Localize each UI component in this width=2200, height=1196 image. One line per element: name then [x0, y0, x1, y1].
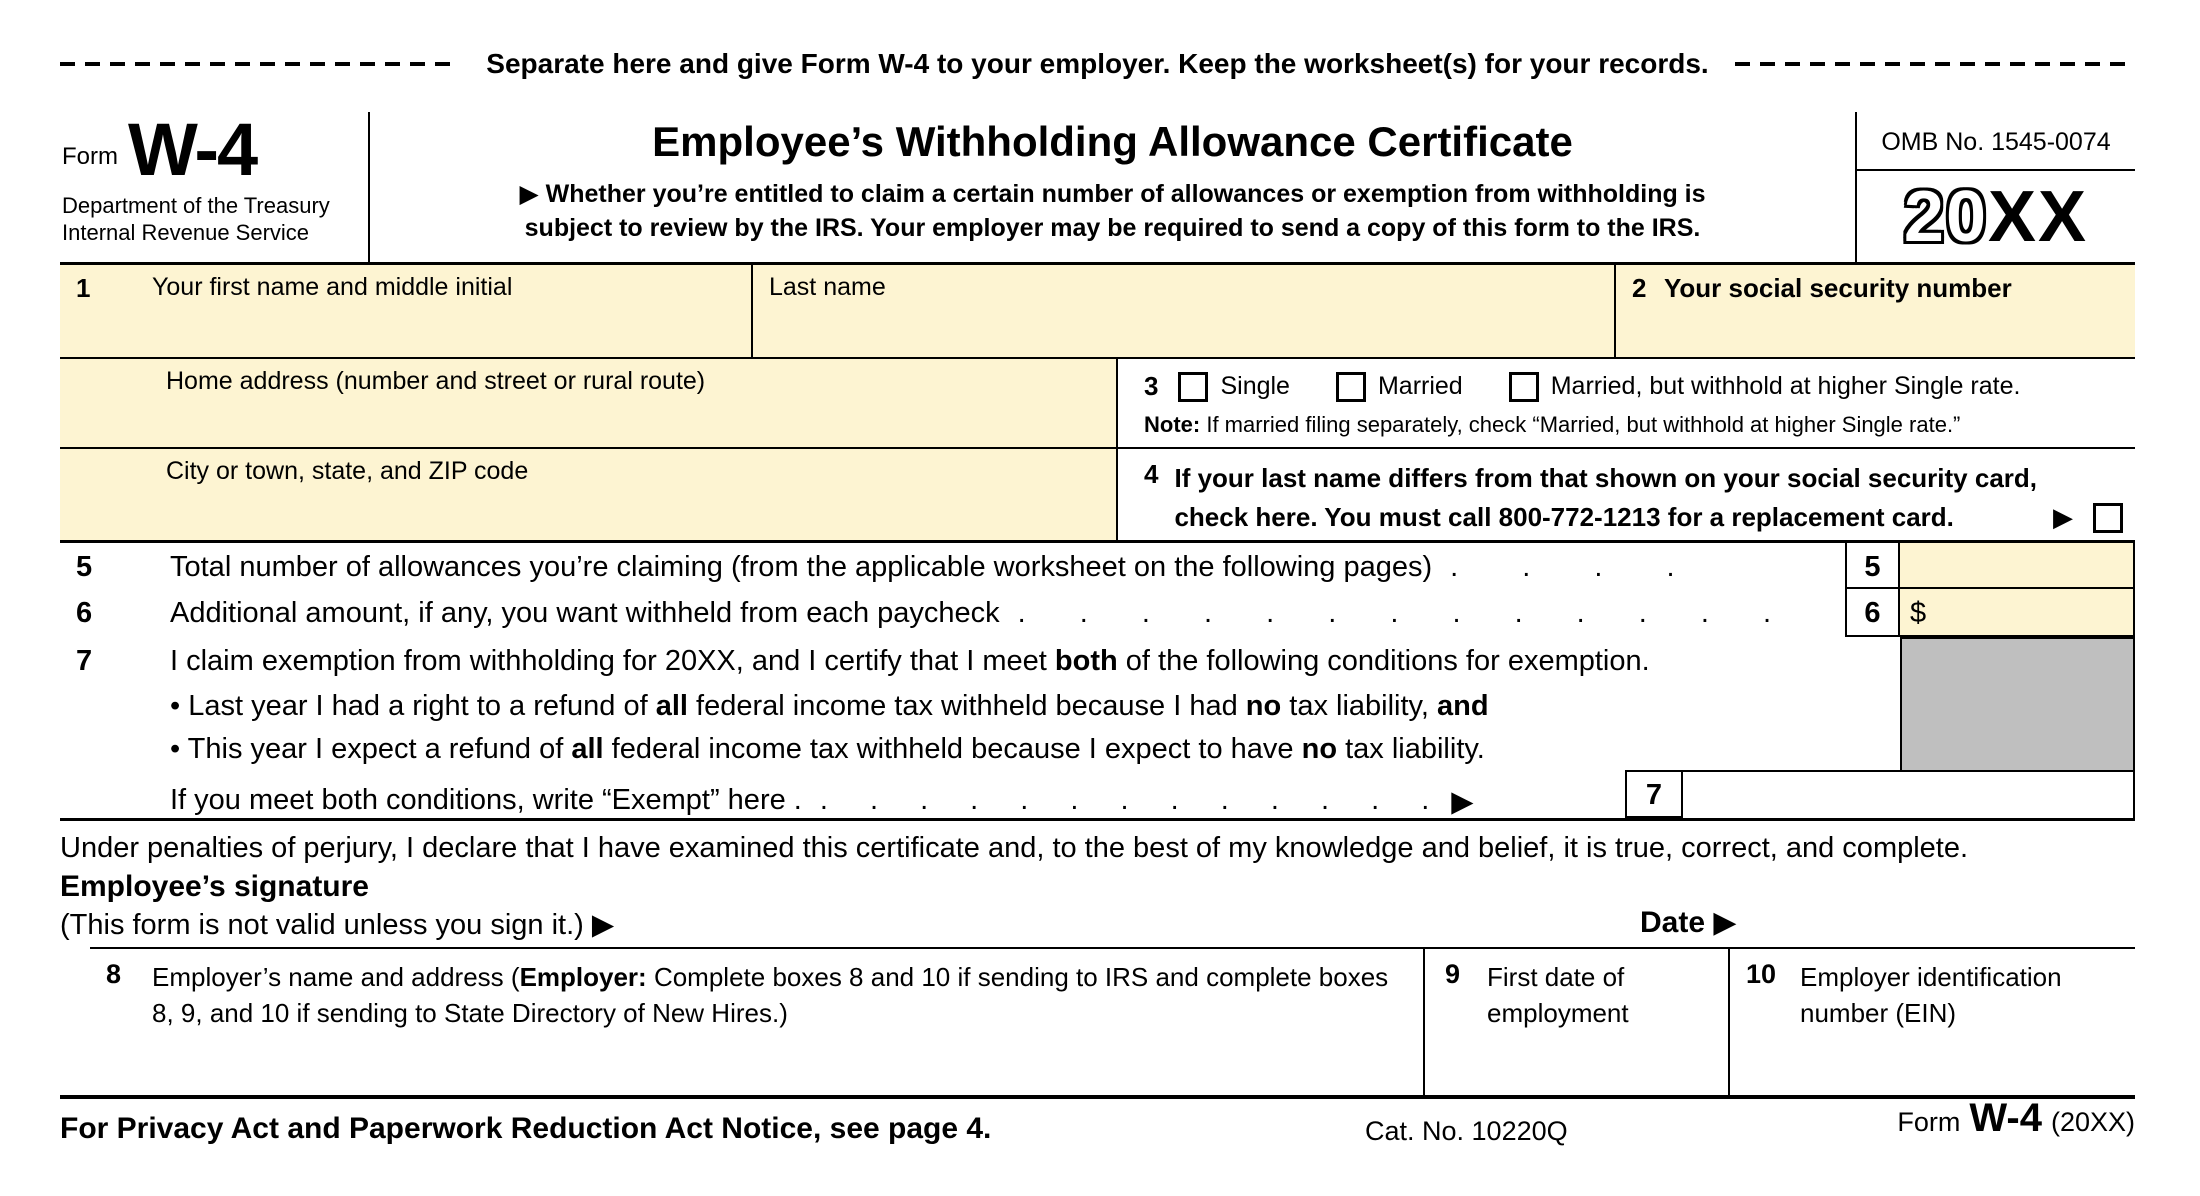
married-checkbox[interactable] — [1336, 372, 1366, 402]
line5-row — [60, 543, 2135, 589]
signature-validity-note: (This form is not valid unless you sign it.) — [60, 909, 592, 941]
line2-number: 2 — [1632, 273, 1647, 303]
filing-status-options — [1144, 371, 2135, 402]
dollar-sign: $ — [1910, 597, 1927, 629]
shaded-no-entry-area — [1900, 637, 2135, 772]
agency-block — [62, 193, 368, 247]
line10-number: 10 — [1746, 959, 1777, 989]
line5-allowances-field[interactable] — [1900, 543, 2135, 589]
city-label: City or town, state, and ZIP code — [166, 457, 529, 485]
line7-exempt-row — [60, 778, 1625, 819]
date-area[interactable] — [1640, 905, 1736, 940]
line10-label: Employer identification number (EIN) — [1800, 962, 2062, 1029]
omb-year-block — [1855, 112, 2135, 262]
line4-text-line1: If your last name differs from that shown on your social security card, — [1174, 463, 2038, 493]
omb-number: OMB No. 1545-0074 — [1857, 112, 2135, 171]
dashed-cut-line-left — [60, 62, 460, 66]
section-divider-line — [60, 818, 2135, 821]
exempt-text: If you meet both conditions, write “Exempt” here . — [170, 784, 802, 816]
line6-box-label: 6 — [1845, 589, 1900, 637]
line5-box-label: 5 — [1845, 543, 1900, 589]
line3-number: 3 — [1144, 371, 1159, 401]
bottom-rule-line — [60, 1095, 2135, 1099]
line6-dot-leader: . . . . . . . . . . . . . — [1017, 597, 1772, 629]
employee-signature-label: Employee’s signature — [60, 870, 369, 903]
single-label: Single — [1220, 372, 1290, 400]
subtitle-line2: subject to review by the IRS. Your employer may be required to send a copy of this form to the IRS. — [524, 213, 1701, 242]
ein-field[interactable] — [1730, 949, 2135, 1095]
agency-line1: Department of the Treasury — [62, 192, 330, 218]
employer-name-address-field[interactable] — [90, 949, 1425, 1095]
line5-text-zone — [170, 543, 1845, 589]
dashed-cut-line-right — [1735, 62, 2135, 66]
line6-amount-field[interactable] — [1900, 589, 2135, 637]
line5-text: Total number of allowances you’re claiming (from the applicable worksheet on the following pages) — [170, 551, 1433, 583]
line7-box-label: 7 — [1625, 770, 1683, 818]
catalog-number: Cat. No. 10220Q — [1365, 1116, 1568, 1146]
line7-intro-text: I claim exemption from withholding for 20XX, and I certify that I meet both of the following conditions for exemption. — [170, 645, 1650, 677]
form-title-block — [370, 112, 1855, 262]
form-identity-block — [60, 108, 370, 262]
line6-number: 6 — [76, 597, 93, 629]
year-outline: 20 — [1903, 176, 1989, 257]
first-name-label: Your first name and middle initial — [152, 273, 513, 301]
first-date-employment-field[interactable] — [1425, 949, 1730, 1095]
right-arrow-icon: ▶ — [1713, 906, 1737, 939]
privacy-act-notice: For Privacy Act and Paperwork Reduction Act Notice, see page 4. — [60, 1112, 992, 1145]
cut-line-row — [60, 48, 2135, 80]
ssn-label: Your social security number — [1664, 273, 2012, 303]
line5-number: 5 — [76, 551, 93, 583]
home-address-label: Home address (number and street or rural route) — [166, 367, 706, 395]
note-word: Note: — [1144, 412, 1201, 437]
line9-label: First date of employment — [1487, 962, 1629, 1029]
first-name-field[interactable] — [60, 265, 753, 357]
footer-form-year: (20XX) — [2050, 1107, 2135, 1137]
city-line4-row — [60, 449, 2135, 543]
year-bold: XX — [1988, 176, 2089, 257]
line7-intro-row — [60, 645, 1900, 678]
home-address-field[interactable] — [60, 359, 1118, 447]
page-title: Employee’s Withholding Allowance Certificate — [652, 118, 1573, 165]
line8-number: 8 — [106, 959, 122, 989]
footer-form-word: Form — [1897, 1107, 1961, 1137]
exempt-dot-leader: . . . . . . . . . . . . . — [819, 784, 1430, 816]
single-checkbox[interactable] — [1178, 372, 1208, 402]
line9-number: 9 — [1445, 959, 1461, 989]
footer-form-id — [1897, 1096, 2135, 1141]
form-header — [60, 108, 2135, 265]
perjury-statement: Under penalties of perjury, I declare that I have examined this certificate and, to the best of my knowledge and belief, it is true, correct, and complete. — [60, 832, 1969, 864]
separate-instruction: Separate here and give Form W-4 to your employer. Keep the worksheet(s) for your records. — [486, 48, 1709, 79]
employee-signature-area[interactable] — [60, 907, 614, 942]
form-number: W-4 — [128, 108, 257, 191]
note-text: If married filing separately, check “Married, but withhold at higher Single rate.” — [1200, 412, 1961, 437]
last-name-label: Last name — [769, 273, 886, 301]
filing-status-area — [1118, 359, 2135, 447]
right-arrow-icon: ▶ — [1451, 786, 1474, 818]
line6-row — [60, 589, 2135, 637]
form-number-row — [62, 108, 368, 191]
married-higher-rate-checkbox[interactable] — [1509, 372, 1539, 402]
married-label: Married — [1377, 372, 1463, 400]
line4-text-line2-row — [1174, 498, 2127, 537]
right-arrow-icon: ▶ — [2053, 502, 2073, 532]
right-arrow-icon: ▶ — [591, 909, 615, 941]
line8-text: Employer’s name and address (Employer: Complete boxes 8 and 10 if sending to IRS and complete boxes 8, 9, and 10 if sending to State Directory of New Hires.) — [152, 962, 1389, 1029]
name-ssn-row — [60, 265, 2135, 359]
form-word: Form — [62, 142, 118, 170]
line7-bullet2: • This year I expect a refund of all federal income tax withheld because I expect to have no tax liability. — [170, 733, 1485, 765]
city-state-zip-field[interactable] — [60, 449, 1118, 540]
footer-form-number: W-4 — [1969, 1096, 2042, 1140]
line5-dot-leader: . . . . — [1450, 551, 1675, 583]
ssn-field[interactable] — [1616, 265, 2135, 357]
date-label: Date — [1640, 906, 1714, 939]
name-differs-checkbox[interactable] — [2093, 503, 2123, 533]
last-name-field[interactable] — [753, 265, 1616, 357]
line7-bullet1: • Last year I had a right to a refund of all federal income tax withheld because I had no tax liability, and — [170, 690, 1489, 722]
line4-area — [1118, 449, 2135, 540]
employer-section — [90, 947, 2135, 1095]
filing-status-note — [1144, 412, 2135, 438]
line6-text: Additional amount, if any, you want withheld from each paycheck — [170, 597, 1000, 629]
subtitle-line1: ▶ Whether you’re entitled to claim a certain number of allowances or exemption from withholding is — [519, 180, 1706, 208]
line4-text-line2: check here. You must call 800-772-1213 for a replacement card. — [1174, 502, 1954, 532]
line7-exempt-field[interactable] — [1683, 770, 2135, 818]
agency-line2: Internal Revenue Service — [62, 219, 310, 245]
line1-number: 1 — [76, 273, 91, 303]
line4-number: 4 — [1144, 459, 1159, 489]
line7-number: 7 — [76, 645, 93, 677]
form-subtitle — [370, 178, 1855, 246]
line4-text — [1174, 459, 2127, 540]
address-status-row — [60, 359, 2135, 449]
line6-text-zone — [170, 589, 1845, 637]
form-year — [1857, 171, 2135, 262]
married-higher-rate-label: Married, but withhold at higher Single rate. — [1550, 372, 2021, 400]
